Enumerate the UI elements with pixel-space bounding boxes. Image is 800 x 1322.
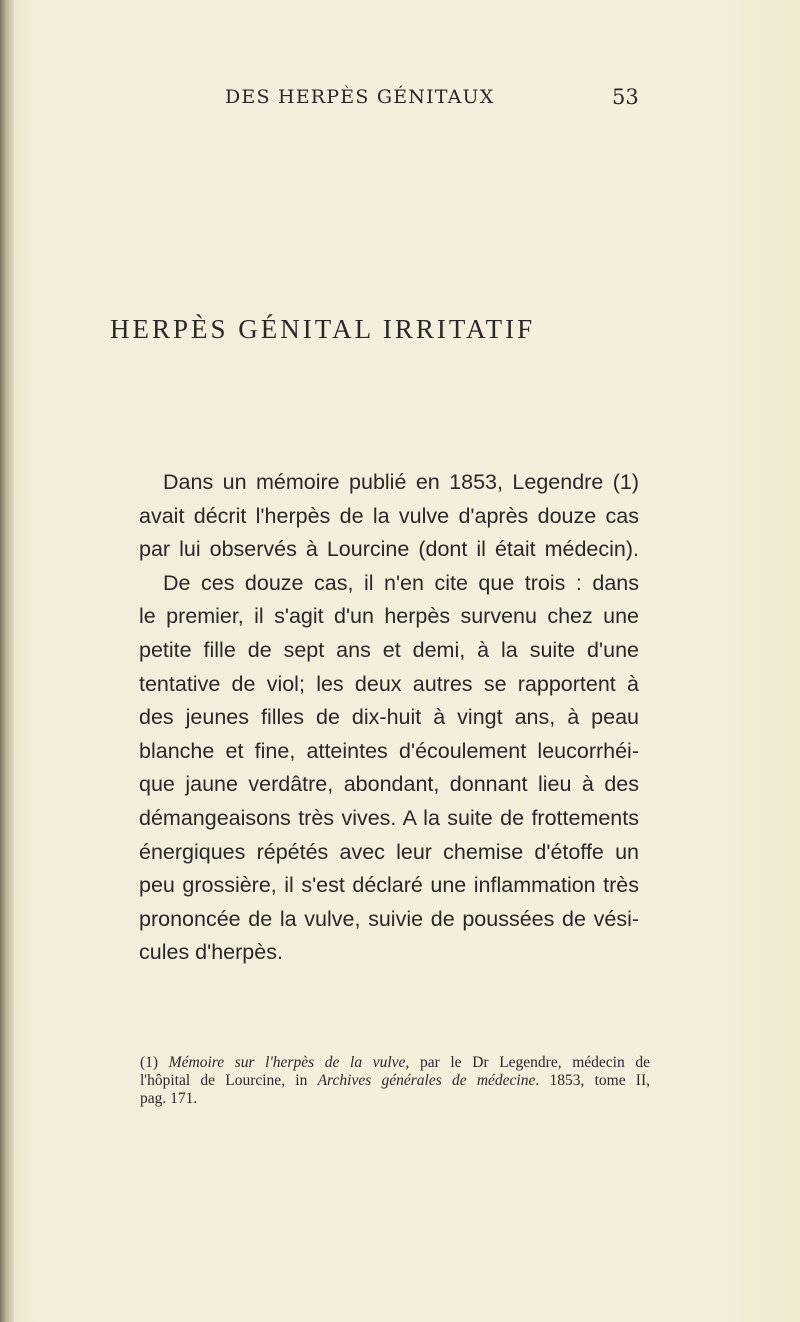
footnote-text: , par le Dr Legendre, médecin de: [405, 1054, 650, 1071]
chapter-title: HERPÈS GÉNITAL IRRITATIF: [110, 314, 536, 344]
text-line: Dans un mémoire publié en 1853, Legendre (1): [163, 470, 639, 494]
footnote-line: pag. 171.: [140, 1090, 198, 1107]
footnote-journal: Archives générales de médecine: [317, 1072, 536, 1089]
text-line: petite fille de sept ans et demi, à la suite d'une: [139, 637, 639, 662]
text-line: énergiques répétés avec leur chemise d'étoffe un: [139, 839, 639, 864]
running-header: [0, 86, 800, 116]
body-text: [139, 466, 639, 970]
text-line: par lui observés à Lourcine (dont il était médecin).: [139, 537, 639, 562]
text-line: des jeunes filles de dix-huit à vingt ans, à peau: [139, 705, 639, 730]
footnote: [140, 1054, 650, 1108]
text-line: que jaune verdâtre, abondant, donnant lieu à des: [139, 772, 639, 797]
footnote-line: [140, 1072, 650, 1090]
footnote-line: [140, 1054, 650, 1072]
footnote-marker: (1): [140, 1054, 159, 1071]
text-line: cules d'herpès.: [139, 940, 283, 965]
page-binding-edge: [0, 0, 14, 1322]
page-number: 53: [612, 85, 639, 109]
text-line: le premier, il s'agit d'un herpès survenu chez une: [139, 604, 639, 629]
footnote-work-title: Mémoire sur l'herpès de la vulve: [168, 1054, 406, 1071]
text-line: tentative de viol; les deux autres se rapportent à: [139, 671, 639, 696]
text-line: peu grossière, il s'est déclaré une inflammation très: [139, 873, 639, 898]
text-line: prononcée de la vulve, suivie de poussées de vési-: [139, 906, 639, 931]
text-line: démangeaisons très vives. A la suite de frottements: [139, 805, 639, 830]
text-line: avait décrit l'herpès de la vulve d'après douze cas: [139, 503, 639, 528]
footnote-text: l'hôpital de Lourcine, in: [140, 1072, 318, 1089]
text-line: blanche et fine, atteintes d'écoulement leucorrhéi-: [139, 738, 639, 763]
text-line: De ces douze cas, il n'en cite que trois : dans: [163, 570, 639, 595]
running-title: DES HERPÈS GÉNITAUX: [225, 86, 495, 108]
footnote-text: . 1853, tome II,: [535, 1072, 650, 1089]
